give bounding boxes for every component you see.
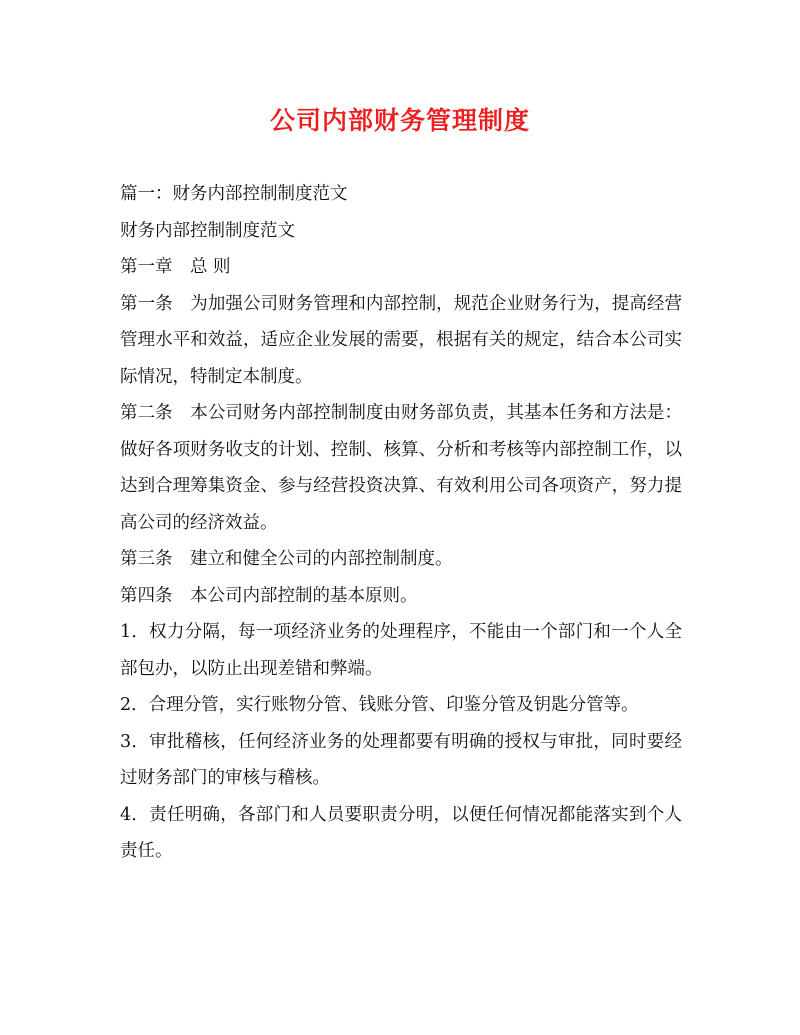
article-1: 第一条 为加强公司财务管理和内部控制，规范企业财务行为，提高经营管理水平和效益，适应企业发展的需要，根据有关的规定，结合本公司实际情况，特制定本制度。 xyxy=(120,293,682,387)
article-4: 第四条 本公司内部控制的基本原则。 xyxy=(120,585,418,606)
article-3: 第三条 建立和健全公司的内部控制制度。 xyxy=(120,549,453,569)
section-heading: 篇一：财务内部控制制度范文 xyxy=(120,184,348,204)
document-body xyxy=(120,176,682,870)
principle-4: 4．责任明确，各部门和人员要职责分明，以便任何情况都能落实到个人责任。 xyxy=(120,804,682,861)
article-2: 第二条 本公司财务内部控制制度由财务部负责，其基本任务和方法是：做好各项财务收支的计划、控制、核算、分析和考核等内部控制工作，以达到合理筹集资金、参与经营投资决算、有效利用公司各项资产，努力提高公司的经济效益。 xyxy=(120,403,682,533)
principle-1: 1．权力分隔，每一项经济业务的处理程序，不能由一个部门和一个人全部包办，以防止出现差错和弊端。 xyxy=(120,622,682,679)
subtitle: 财务内部控制制度范文 xyxy=(120,220,295,241)
principle-3: 3．审批稽核，任何经济业务的处理都要有明确的授权与审批，同时要经过财务部门的审核与稽核。 xyxy=(120,731,682,788)
principle-2: 2．合理分管，实行账物分管、钱账分管、印鉴分管及钥匙分管等。 xyxy=(120,695,639,715)
chapter-heading: 第一章 总 则 xyxy=(120,257,231,277)
document-title: 公司内部财务管理制度 xyxy=(269,106,530,135)
